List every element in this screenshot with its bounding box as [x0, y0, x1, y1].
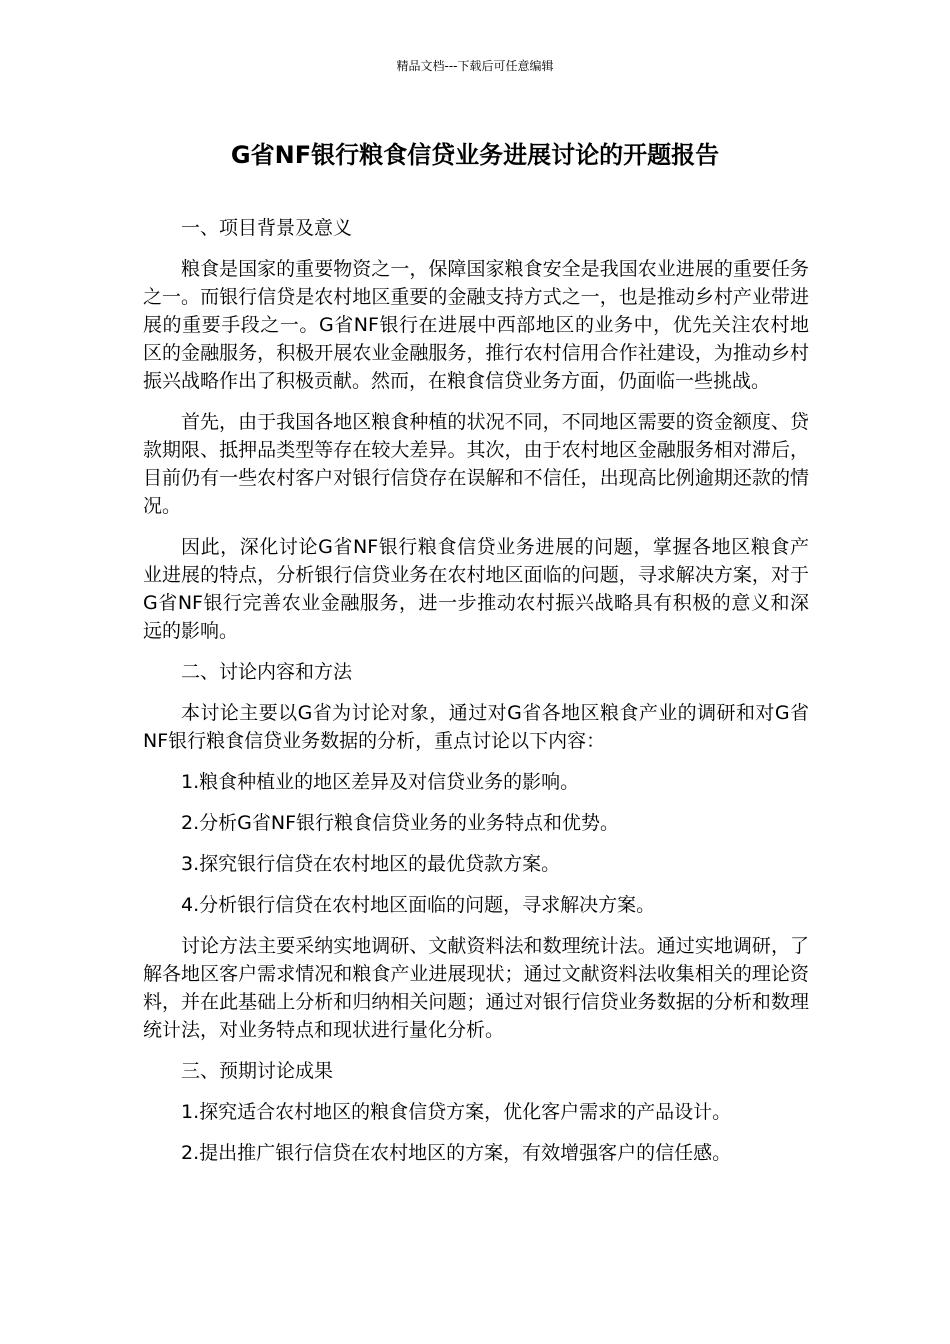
paragraph-methods: 讨论方法主要采纳实地调研、文献资料法和数理统计法。通过实地调研，了解各地区客户需求情况和粮食产业进展现状；通过文献资料法收集相关的理论资料，并在此基础上分析和归纳相关问题；通过对银行信贷业务数据的分析和数理统计法，对业务特点和现状进行量化分析。	[143, 935, 809, 1041]
list-item: 4.分析银行信贷在农村地区面临的问题，寻求解决方案。	[181, 894, 656, 916]
section-heading-background: 一、项目背景及意义	[181, 217, 353, 239]
paragraph-background-2: 首先，由于我国各地区粮食种植的状况不同，不同地区需要的资金额度、贷款期限、抵押品类型等存在较大差异。其次，由于农村地区金融服务相对滞后，目前仍有一些农村客户对银行信贷存在误解和不信任，出现高比例逾期还款的情况。	[143, 411, 809, 517]
list-item: 2.分析G省NF银行粮食信贷业务的业务特点和优势。	[181, 812, 619, 834]
section-heading-expected-results: 三、预期讨论成果	[181, 1060, 334, 1082]
page-header-note: 精品文档---下载后可任意编辑	[396, 59, 554, 73]
document-body	[143, 214, 809, 1180]
list-item: 1.探究适合农村地区的粮食信贷方案，优化客户需求的产品设计。	[181, 1101, 732, 1123]
section-heading-content-methods: 二、讨论内容和方法	[181, 661, 353, 683]
list-item: 1.粮食种植业的地区差异及对信贷业务的影响。	[181, 771, 580, 793]
document-title: G省NF银行粮食信贷业务进展讨论的开题报告	[230, 141, 720, 169]
paragraph-background-3: 因此，深化讨论G省NF银行粮食信贷业务进展的问题，掌握各地区粮食产业进展的特点，分析银行信贷业务在农村地区面临的问题，寻求解决方案，对于G省NF银行完善农业金融服务，进一步推动农村振兴战略具有积极的意义和深远的影响。	[143, 536, 809, 642]
list-item: 3.探究银行信贷在农村地区的最优贷款方案。	[181, 853, 561, 875]
list-item: 2.提出推广银行信贷在农村地区的方案，有效增强客户的信任感。	[181, 1142, 732, 1164]
paragraph-content-intro: 本讨论主要以G省为讨论对象，通过对G省各地区粮食产业的调研和对G省NF银行粮食信贷业务数据的分析，重点讨论以下内容：	[143, 702, 809, 752]
paragraph-background-1: 粮食是国家的重要物资之一，保障国家粮食安全是我国农业进展的重要任务之一。而银行信贷是农村地区重要的金融支持方式之一，也是推动乡村产业带进展的重要手段之一。G省NF银行在进展中西部地区的业务中，优先关注农村地区的金融服务，积极开展农业金融服务，推行农村信用合作社建设，为推动乡村振兴战略作出了积极贡献。然而，在粮食信贷业务方面，仍面临一些挑战。	[143, 258, 809, 392]
